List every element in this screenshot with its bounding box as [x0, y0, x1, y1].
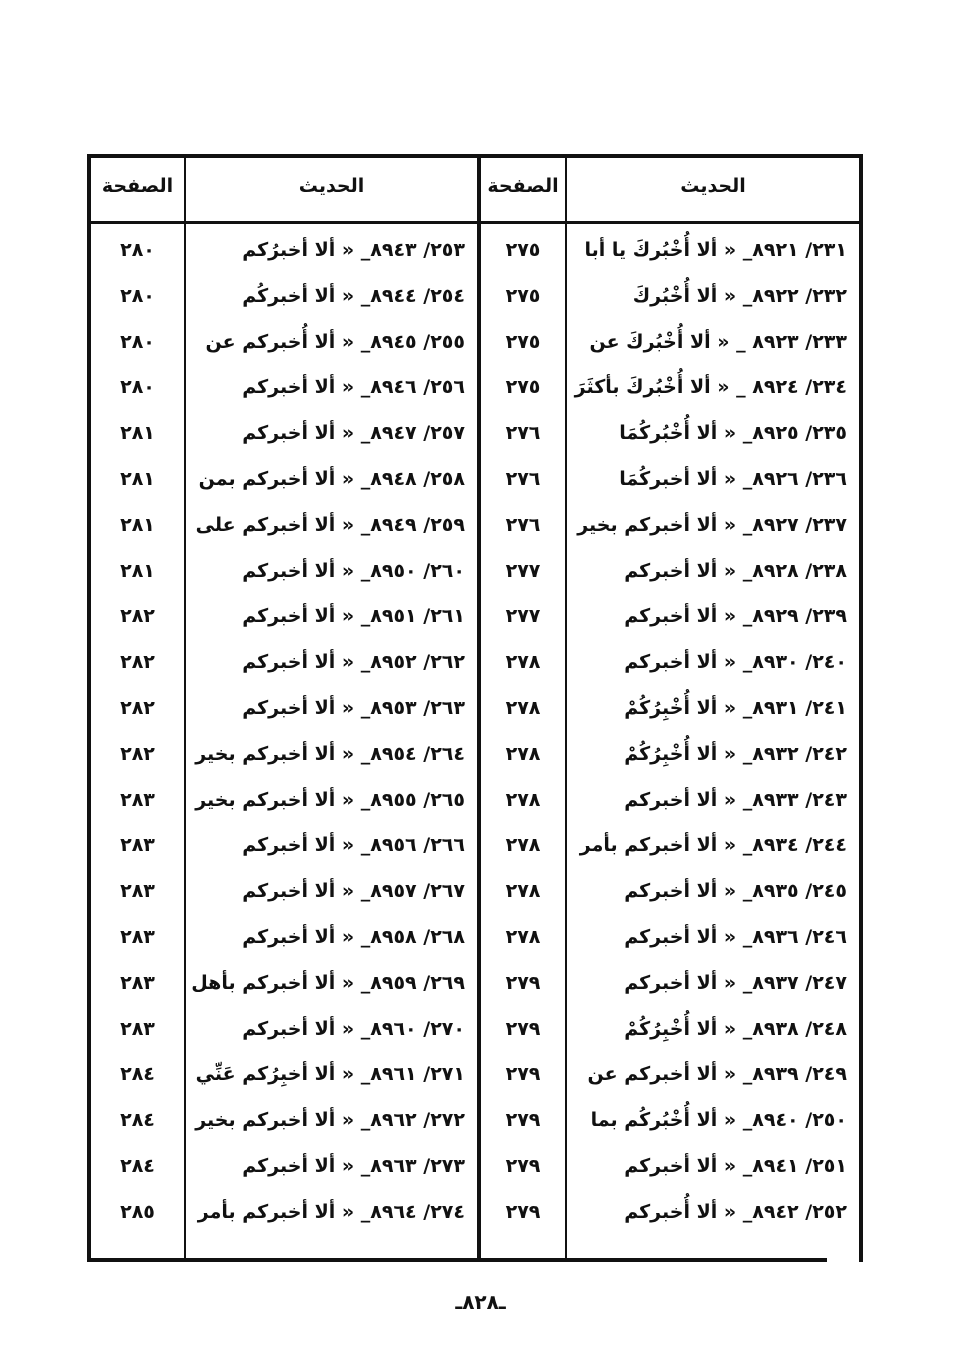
- page-ref: ٢٨٠: [120, 284, 155, 307]
- hadith-entry: ٢٦٤/ ٨٩٥٤_ « ألا أخبركم بخير: [195, 742, 465, 765]
- header-page-right: الصفحة: [487, 175, 559, 197]
- right-hadith-column: [567, 228, 859, 1236]
- page-ref: ٢٨٢: [120, 742, 155, 765]
- hadith-entry: ٢٤٢/ ٨٩٣٢_ « ألا أُخْبِرُكُمْ: [624, 742, 847, 765]
- page-ref: ٢٧٨: [505, 834, 541, 857]
- page-ref: ٢٧٧: [505, 559, 541, 582]
- page-ref: ٢٨٢: [120, 651, 155, 674]
- header-hadith-left: الحديث: [298, 175, 365, 197]
- hadith-entry: ٢٧٣/ ٨٩٦٣_ « ألا أخبركم: [242, 1154, 465, 1177]
- page-ref: ٢٨١: [120, 559, 155, 582]
- hadith-entry: ٢٥١/ ٨٩٤١_ « ألا أخبركم: [624, 1154, 847, 1177]
- hadith-entry: ٢٥٤/ ٨٩٤٤_ « ألا أخبركُم: [242, 284, 465, 307]
- hadith-entry: ٢٥٩/ ٨٩٤٩_ « ألا أخبركم على: [195, 513, 465, 536]
- page-ref: ٢٨٣: [120, 971, 155, 994]
- hadith-entry: ٢٤٤/ ٨٩٣٤_ « ألا أخبركم بأمر: [579, 834, 847, 857]
- page-ref: ٢٨٥: [120, 1200, 155, 1223]
- page-ref: ٢٨٣: [120, 834, 155, 857]
- page-ref: ٢٨٢: [120, 605, 155, 628]
- hadith-entry: ٢٥٢/ ٨٩٤٢_ « ألا أُخبركم: [624, 1200, 847, 1223]
- page-ref: ٢٧٨: [505, 651, 541, 674]
- page-ref: ٢٨١: [120, 422, 155, 445]
- hadith-entry: ٢٧٢/ ٨٩٦٢_ « ألا أخبركم بخير: [195, 1109, 465, 1132]
- hadith-entry: ٢٦٢/ ٨٩٥٢_ « ألا أخبركم: [242, 651, 465, 674]
- page-ref: ٢٧٨: [505, 742, 541, 765]
- page-ref: ٢٨٣: [120, 880, 155, 903]
- hadith-entry: ٢٦٩/ ٨٩٥٩_ « ألا أخبركم بأهل: [191, 971, 465, 994]
- hadith-entry: ٢٣٨/ ٨٩٢٨_ « ألا أخبركم: [624, 559, 847, 582]
- hadith-entry: ٢٣٣/ ٨٩٢٣ _ « ألا أُخْبُركَ عن: [589, 330, 847, 353]
- page-ref: ٢٨٣: [120, 925, 155, 948]
- page-ref: ٢٧٦: [505, 513, 541, 536]
- page-ref: ٢٧٩: [505, 971, 541, 994]
- bottom-rule: [87, 1258, 827, 1262]
- hadith-entry: ٢٤٣/ ٨٩٣٣_ « ألا أخبركم: [624, 788, 847, 811]
- hadith-entry: ٢٧٤/ ٨٩٦٤_ « ألا أخبركم بأمر: [197, 1200, 465, 1223]
- page-ref: ٢٧٩: [505, 1017, 541, 1040]
- right-page-column: [481, 228, 565, 1236]
- page-ref: ٢٧٧: [505, 605, 541, 628]
- hadith-entry: ٢٣٦/ ٨٩٢٦_ « ألا أخبركُمَا: [619, 467, 847, 490]
- hadith-entry: ٢٧٠/ ٨٩٦٠_ « ألا أخبركم: [242, 1017, 465, 1040]
- page-ref: ٢٨٠: [120, 239, 155, 261]
- page-ref: ٢٧٨: [505, 880, 541, 903]
- hadith-entry: ٢٣٢/ ٨٩٢٢_ « ألا أُخْبُركَ: [632, 284, 847, 307]
- page-ref: ٢٧٩: [505, 1154, 541, 1177]
- page-ref: ٢٧٦: [505, 467, 541, 490]
- hadith-entry: ٢٣١/ ٨٩٢١_ « ألا أُخْبُركَ يا أبا: [584, 239, 847, 261]
- hadith-entry: ٢٥٥/ ٨٩٤٥_ « ألا أُخبركم عن: [205, 330, 465, 353]
- page-ref: ٢٧٨: [505, 696, 541, 719]
- hadith-entry: ٢٦١/ ٨٩٥١_ « ألا أخبركم: [242, 605, 465, 628]
- page-ref: ٢٨٢: [120, 696, 155, 719]
- hadith-entry: ٢٥٣/ ٨٩٤٣_ « ألا أخبرُكم: [242, 239, 465, 261]
- hadith-entry: ٢٣٧/ ٨٩٢٧_ « ألا أخبركم بخير: [577, 513, 847, 536]
- hadith-entry: ٢٥٠/ ٨٩٤٠_ « ألا أُخْبُركُم بما: [590, 1109, 847, 1132]
- hadith-entry: ٢٧١/ ٨٩٦١_ « ألا أخبِرُكم عَنِّي: [195, 1063, 465, 1086]
- left-hadith-column: [186, 228, 477, 1236]
- left-page-column: [91, 228, 184, 1236]
- page-ref: ٢٧٥: [505, 284, 541, 307]
- hadith-entry: ٢٦٧/ ٨٩٥٧_ « ألا أخبركم: [242, 880, 465, 903]
- hadith-entry: ٢٣٥/ ٨٩٢٥_ « ألا أُخْبُركُمَا: [619, 422, 847, 445]
- hadith-entry: ٢٦٠/ ٨٩٥٠_ « ألا أخبركم: [242, 559, 465, 582]
- page-ref: ٢٨١: [120, 467, 155, 490]
- page-ref: ٢٧٨: [505, 925, 541, 948]
- page-ref: ٢٨٣: [120, 1017, 155, 1040]
- hadith-entry: ٢٤٥/ ٨٩٣٥_ « ألا أخبركم: [624, 880, 847, 903]
- page-ref: ٢٧٥: [505, 330, 541, 353]
- page-ref: ٢٧٥: [505, 376, 541, 399]
- hadith-entry: ٢٦٥/ ٨٩٥٥_ « ألا أخبركم بخير: [195, 788, 465, 811]
- hadith-entry: ٢٦٦/ ٨٩٥٦_ « ألا أخبركم: [242, 834, 465, 857]
- hadith-entry: ٢٣٩/ ٨٩٢٩_ « ألا أخبركم: [624, 605, 847, 628]
- page-ref: ٢٨١: [120, 513, 155, 536]
- hadith-entry: ٢٥٨/ ٨٩٤٨_ « ألا أخبركم بمن: [198, 467, 465, 490]
- page-ref: ٢٨٤: [120, 1063, 155, 1086]
- hadith-entry: ٢٣٤/ ٨٩٢٤ _ « ألا أُخْبُركَ بأكثَرَ: [574, 376, 847, 399]
- hadith-entry: ٢٤١/ ٨٩٣١_ « ألا أُخْبِرُكُمْ: [624, 696, 847, 719]
- header-rule: [91, 221, 859, 224]
- page-number: ـ٨٢٨ـ: [455, 1290, 506, 1314]
- header-page-left: الصفحة: [101, 175, 174, 197]
- page-ref: ٢٧٥: [505, 239, 541, 261]
- hadith-entry: ٢٤٦/ ٨٩٣٦_ « ألا أخبركم: [624, 925, 847, 948]
- page-ref: ٢٧٩: [505, 1063, 541, 1086]
- page-ref: ٢٧٩: [505, 1109, 541, 1132]
- page-ref: ٢٧٦: [505, 422, 541, 445]
- page-ref: ٢٨٤: [120, 1109, 155, 1132]
- hadith-entry: ٢٦٣/ ٨٩٥٣_ « ألا أخبركم: [242, 696, 465, 719]
- hadith-entry: ٢٤٠/ ٨٩٣٠_ « ألا أخبركم: [624, 651, 847, 674]
- hadith-entry: ٢٤٩/ ٨٩٣٩_ « ألا أخبركم عن: [587, 1063, 847, 1086]
- hadith-entry: ٢٤٨/ ٨٩٣٨_ « ألا أُخْبِرُكُمْ: [624, 1017, 847, 1040]
- page-ref: ٢٨٤: [120, 1154, 155, 1177]
- page-ref: ٢٧٨: [505, 788, 541, 811]
- page-ref: ٢٨٠: [120, 330, 155, 353]
- page-ref: ٢٨٣: [120, 788, 155, 811]
- page-ref: ٢٨٠: [120, 376, 155, 399]
- header-hadith-right: الحديث: [680, 175, 746, 197]
- hadith-entry: ٢٤٧/ ٨٩٣٧_ « ألا أخبركم: [624, 971, 847, 994]
- page-ref: ٢٧٩: [505, 1200, 541, 1223]
- hadith-entry: ٢٥٧/ ٨٩٤٧_ « ألا أخبركم: [242, 422, 465, 445]
- hadith-entry: ٢٦٨/ ٨٩٥٨_ « ألا أخبركم: [242, 925, 465, 948]
- hadith-index-table: [87, 154, 863, 1262]
- hadith-entry: ٢٥٦/ ٨٩٤٦_ « ألا أخبركم: [242, 376, 465, 399]
